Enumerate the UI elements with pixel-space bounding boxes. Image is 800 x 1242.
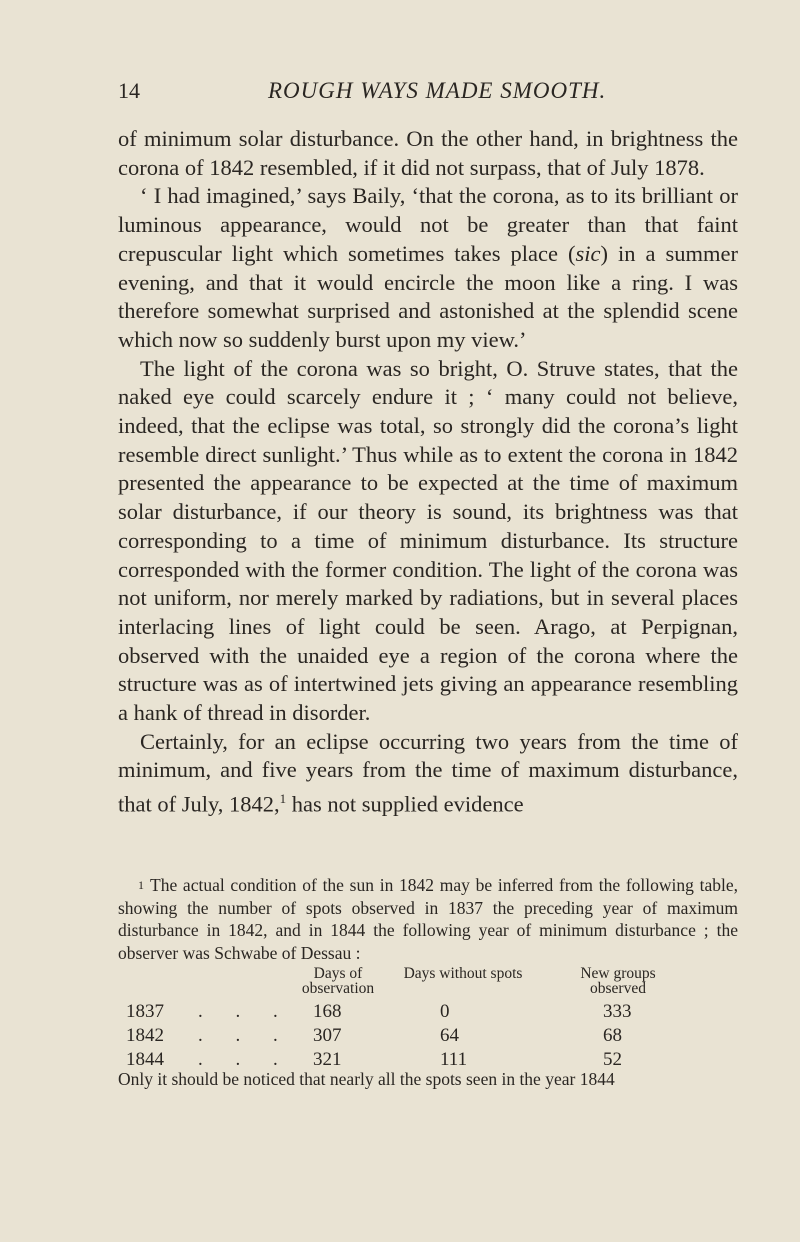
row-year: 1844 xyxy=(126,1049,164,1070)
row-observation: 168 xyxy=(313,1001,342,1022)
row-year: 1842 xyxy=(126,1025,164,1046)
footnote-body: The actual condition of the sun in 1842 may be inferred from the following table, showing the number of spots observed in 1837 the preceding year of maximum disturbance in 1842, and in 1844 the following year of minimum disturbance ; the observer was Schwabe of Dessau : xyxy=(118,875,738,963)
page-header xyxy=(118,78,738,108)
row-leader-dots: . . . xyxy=(198,1025,292,1046)
paragraph-1: of minimum solar disturbance. On the other hand, in brightness the corona of 1842 resembled, if it did not surpass, that of July 1878. xyxy=(118,126,738,180)
row-observation: 307 xyxy=(313,1025,342,1046)
footnote-reference: 1 xyxy=(279,791,287,807)
sic-note: sic xyxy=(575,240,601,266)
row-new-groups: 333 xyxy=(603,1001,632,1022)
footnote-text xyxy=(118,874,738,964)
row-leader-dots: . . . xyxy=(198,1001,292,1022)
closing-line: Only it should be noticed that nearly all the spots seen in the year 1844 xyxy=(118,1069,615,1089)
row-without-spots: 0 xyxy=(440,1001,450,1022)
table-row xyxy=(118,1025,738,1049)
paragraph-4 xyxy=(118,728,738,820)
footnote-marker: 1 xyxy=(138,878,144,892)
row-without-spots: 111 xyxy=(440,1049,468,1070)
main-text xyxy=(118,125,738,819)
paragraph-2 xyxy=(118,182,738,354)
paragraph-4-start: Certainly, for an eclipse occurring two years from the time of minimum, and five years from the time of maximum disturbance, that of July, 1842, xyxy=(118,728,738,817)
page-number: 14 xyxy=(118,78,140,103)
row-leader-dots: . . . xyxy=(198,1049,292,1070)
row-new-groups: 68 xyxy=(603,1025,622,1046)
row-year: 1837 xyxy=(126,1001,164,1022)
paragraph-2-end: ) in a summer evening, and that it would encircle the moon like a ring. I was therefore somewhat surprised and astonished at the splendid scene which now so suddenly burst upon my view.’ xyxy=(118,240,738,352)
row-without-spots: 64 xyxy=(440,1025,459,1046)
running-title: ROUGH WAYS MADE SMOOTH. xyxy=(268,78,607,103)
column-header-without-spots: Days without spots xyxy=(403,965,523,982)
row-observation: 321 xyxy=(313,1049,342,1070)
footnote xyxy=(118,874,738,964)
paragraph-3: The light of the corona was so bright, O. Struve states, that the naked eye could scarcely endure it ; ‘ many could not believe, indeed, that the eclipse was total, so strongly did the corona’s light resemble direct sunlight.’ Thus while as to extent the corona in 1842 presented the appearance to be expected at the time of maximum solar disturbance, if our theory is sound, its brightness was that corresponding to a time of minimum disturbance. Its structure corresponded with the former condition. The light of the corona was not uniform, nor merely marked by radiations, but in several places interlacing lines of light could be seen. Arago, at Perpignan, observed with the unaided eye a region of the corona where the structure was as of intertwined jets giving an appearance resembling a hank of thread in disorder. xyxy=(118,355,738,726)
column-header-observation: Days of observation xyxy=(301,965,375,997)
row-new-groups: 52 xyxy=(603,1049,622,1070)
paragraph-4-end: has not supplied evidence xyxy=(286,791,524,817)
column-header-new-groups: New groups observed xyxy=(580,965,656,997)
table-row xyxy=(118,1001,738,1025)
paragraph-2-start: ‘ I had imagined,’ says Baily, ‘that the corona, as to its brilliant or luminous appearance, would not be greater than that faint crepuscular light which sometimes takes place ( xyxy=(118,183,738,266)
